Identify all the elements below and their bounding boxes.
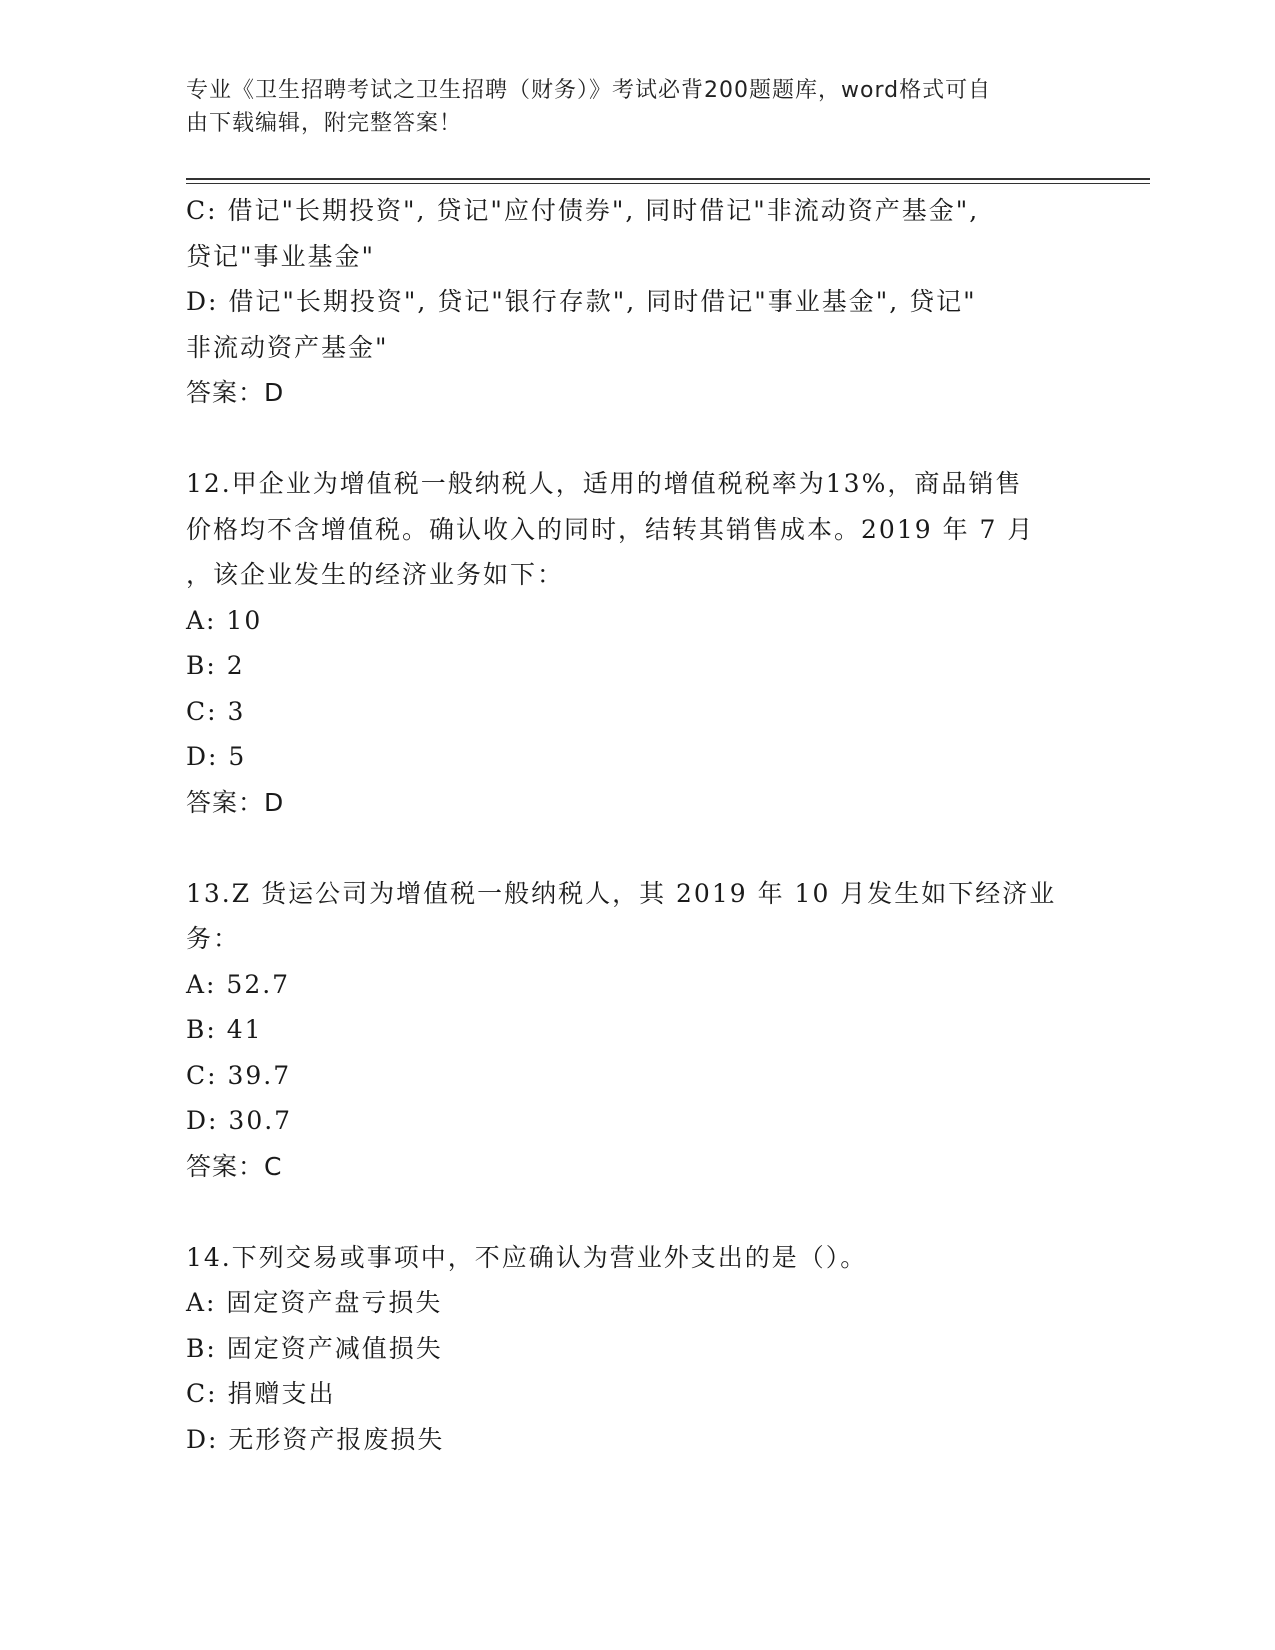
question-14 — [186, 1235, 1066, 1463]
q12-option-d: D: 5 — [186, 742, 247, 771]
header-rule-thick — [186, 178, 1150, 180]
q14-option-d: D: 无形资产报废损失 — [186, 1424, 445, 1454]
q13-option-c: C: 39.7 — [186, 1060, 292, 1090]
q12-answer: 答案：D — [186, 787, 285, 817]
q13-stem-line-2: 务： — [186, 924, 241, 953]
q12-option-a: A: 10 — [186, 605, 263, 635]
q12-stem-line-2: 价格均不含增值税。确认收入的同时，结转其销售成本。2019 年 7 月 — [186, 514, 1035, 544]
q13-stem-line-1: 13.Z 货运公司为增值税一般纳税人，其 2019 年 10 月发生如下经济业 — [186, 878, 1057, 908]
spacer — [186, 825, 1066, 871]
q13-option-d: D: 30.7 — [186, 1106, 293, 1135]
spacer — [186, 416, 1066, 462]
question-11 — [186, 188, 1066, 416]
header-rule-thin — [186, 183, 1150, 184]
q11-answer: 答案：D — [186, 378, 285, 407]
question-content — [186, 188, 1066, 1462]
spacer — [186, 1189, 1066, 1235]
q12-stem-line-1: 12.甲企业为增值税一般纳税人，适用的增值税税率为13%，商品销售 — [186, 469, 1023, 498]
q12-option-b: B: 2 — [186, 651, 245, 680]
q13-option-b: B: 41 — [186, 1015, 263, 1044]
q13-option-a: A: 52.7 — [186, 969, 291, 999]
q11-option-c-line-2: 贷记"事业基金" — [186, 241, 375, 271]
q13-answer: 答案：C — [186, 1151, 283, 1181]
question-13 — [186, 871, 1066, 1190]
q12-option-c: C: 3 — [186, 696, 246, 726]
q11-option-c-line-1: C: 借记"长期投资", 贷记"应付债券", 同时借记"非流动资产基金", — [186, 196, 980, 225]
header-line-1: 专业《卫生招聘考试之卫生招聘（财务）》考试必背200题题库，word格式可自 — [186, 78, 992, 103]
q14-option-a: A: 固定资产盘亏损失 — [186, 1288, 443, 1317]
q14-stem-line-1: 14.下列交易或事项中，不应确认为营业外支出的是（）。 — [186, 1242, 868, 1272]
header-line-2: 由下载编辑，附完整答案！ — [186, 111, 463, 136]
q11-option-d-line-1: D: 借记"长期投资", 贷记"银行存款", 同时借记"事业基金", 贷记" — [186, 287, 977, 316]
q14-option-c: C: 捐赠支出 — [186, 1379, 336, 1408]
q11-option-d-line-2: 非流动资产基金" — [186, 332, 389, 362]
question-12 — [186, 461, 1066, 825]
q14-option-b: B: 固定资产减值损失 — [186, 1333, 443, 1363]
page-header — [186, 74, 1066, 140]
q12-stem-line-3: ，该企业发生的经济业务如下： — [186, 560, 565, 589]
